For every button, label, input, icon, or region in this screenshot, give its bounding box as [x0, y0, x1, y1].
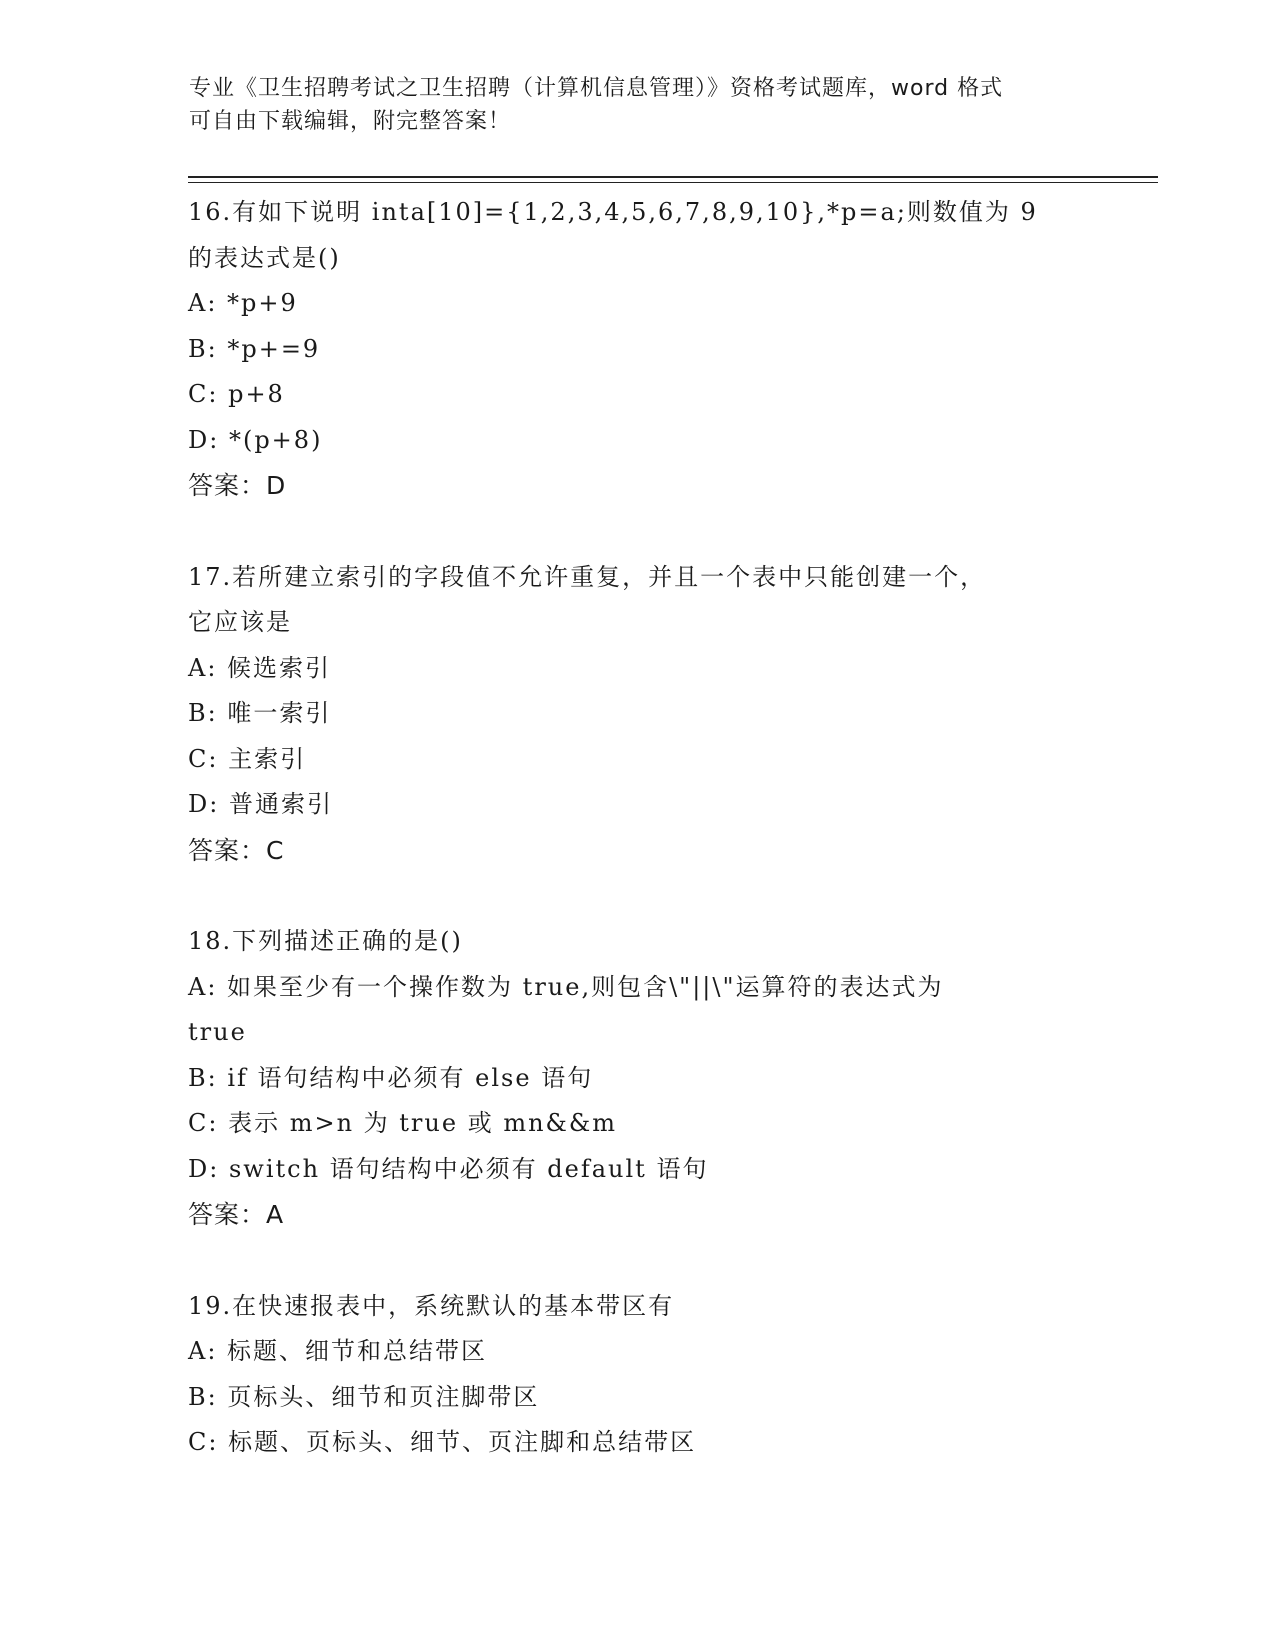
- option-c: C: p+8: [188, 380, 285, 408]
- question-stem: 16.有如下说明 inta[10]={1,2,3,4,5,6,7,8,9,10},*p=a;则数值为 9: [188, 198, 1038, 226]
- option-a: A: *p+9: [188, 289, 298, 317]
- question-stem-cont: 的表达式是(): [188, 243, 341, 272]
- answer: 答案：D: [188, 471, 287, 500]
- document-header: [189, 72, 1069, 138]
- question-16: [188, 190, 1088, 509]
- header-line-1: 专业《卫生招聘考试之卫生招聘（计算机信息管理）》资格考试题库，word 格式: [189, 76, 1004, 101]
- option-d: D: *(p+8): [188, 425, 323, 454]
- header-line-2: 可自由下载编辑，附完整答案！: [189, 109, 512, 134]
- option-b: B: if 语句结构中必须有 else 语句: [188, 1063, 594, 1092]
- option-a: A: 如果至少有一个操作数为 true,则包含\"||\"运算符的表达式为: [188, 972, 944, 1001]
- option-c: C: 表示 m>n 为 true 或 mn&&m: [188, 1109, 618, 1137]
- question-list: [188, 190, 1088, 1466]
- option-d: D: switch 语句结构中必须有 default 语句: [188, 1154, 709, 1183]
- header-divider-thick: [188, 176, 1158, 178]
- option-c: C: 主索引: [188, 744, 307, 773]
- option-a: A: 候选索引: [188, 653, 332, 682]
- option-a-cont: true: [188, 1018, 247, 1046]
- option-b: B: *p+=9: [188, 334, 321, 363]
- option-a: A: 标题、细节和总结带区: [188, 1337, 488, 1365]
- option-b: B: 页标头、细节和页注脚带区: [188, 1382, 540, 1411]
- question-stem-cont: 它应该是: [188, 608, 292, 636]
- answer: 答案：A: [188, 1200, 285, 1229]
- header-divider-thin: [188, 182, 1158, 183]
- question-18: [188, 919, 1088, 1238]
- question-stem: 19.在快速报表中，系统默认的基本带区有: [188, 1291, 675, 1320]
- option-b: B: 唯一索引: [188, 699, 332, 727]
- answer: 答案：C: [188, 835, 285, 865]
- option-c: C: 标题、页标头、细节、页注脚和总结带区: [188, 1428, 697, 1456]
- question-stem: 17.若所建立索引的字段值不允许重复，并且一个表中只能创建一个，: [188, 562, 987, 591]
- question-19: [188, 1284, 1088, 1466]
- question-stem: 18.下列描述正确的是(): [188, 927, 463, 955]
- option-d: D: 普通索引: [188, 790, 333, 818]
- question-17: [188, 555, 1088, 874]
